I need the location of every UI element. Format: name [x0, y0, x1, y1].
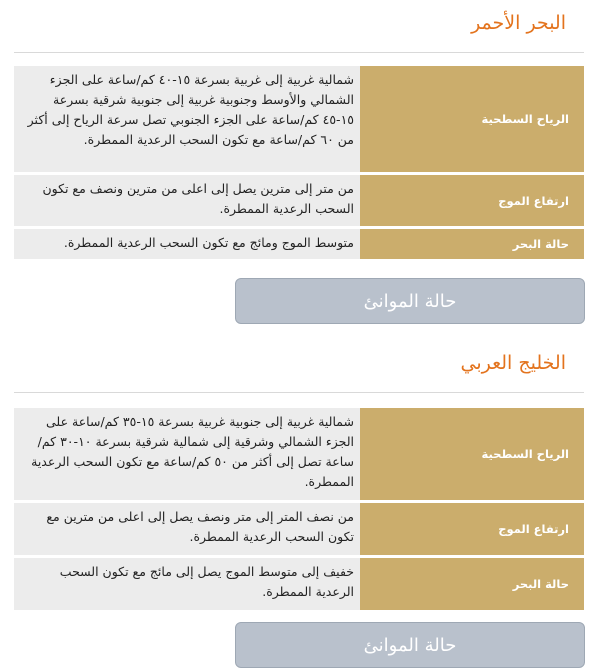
section-title: البحر الأحمر [471, 12, 566, 34]
row-value: شمالية غربية إلى غربية بسرعة ١٥-٤٠ كم/ساعة على الجزء الشمالي والأوسط وجنوبية غربية إلى جنوبية شرقية بسرعة ١٥-٤٥ كم/ساعة على الجزء الجنوبي تصل سرعة الرياح إلى أكثر من ٦٠ كم/ساعة مع تكون السحب الرعدية الممطرة. [14, 66, 360, 172]
table-row-wave-height [14, 175, 584, 226]
section-header [0, 340, 592, 400]
forecast-table [14, 66, 584, 262]
row-label: الرياح السطحية [360, 66, 584, 172]
arabian-gulf-section [0, 340, 592, 656]
row-value: من نصف المتر إلى متر ونصف يصل إلى اعلى من مترين مع تكون السحب الرعدية الممطرة. [14, 503, 360, 555]
forecast-table [14, 408, 584, 613]
table-row-sea-state [14, 558, 584, 610]
section-divider [14, 392, 584, 393]
row-value: خفيف إلى متوسط الموج يصل إلى مائج مع تكون السحب الرعدية الممطرة. [14, 558, 360, 610]
section-title: الخليج العربي [460, 352, 566, 374]
row-label: حالة البحر [360, 229, 584, 259]
row-value: شمالية غربية إلى جنوبية غربية بسرعة ١٥-٣٥ كم/ساعة على الجزء الشمالي وشرقية إلى شمالية شرقية بسرعة ١٠-٣٠ كم/ساعة تصل إلى أكثر من ٥٠ كم/ساعة مع تكون السحب الرعدية الممطرة. [14, 408, 360, 500]
row-label: ارتفاع الموج [360, 175, 584, 226]
table-row-surface-wind [14, 408, 584, 500]
ports-status-button[interactable]: حالة الموانئ [235, 622, 585, 668]
ports-status-button[interactable]: حالة الموانئ [235, 278, 585, 324]
row-label: الرياح السطحية [360, 408, 584, 500]
row-value: من متر إلى مترين يصل إلى اعلى من مترين ونصف مع تكون السحب الرعدية الممطرة. [14, 175, 360, 226]
row-label: ارتفاع الموج [360, 503, 584, 555]
section-divider [14, 52, 584, 53]
table-row-sea-state [14, 229, 584, 259]
row-value: متوسط الموج ومائج مع تكون السحب الرعدية الممطرة. [14, 229, 360, 259]
table-row-wave-height [14, 503, 584, 555]
table-row-surface-wind [14, 66, 584, 172]
row-label: حالة البحر [360, 558, 584, 610]
red-sea-section [0, 0, 592, 312]
section-header [0, 0, 592, 60]
